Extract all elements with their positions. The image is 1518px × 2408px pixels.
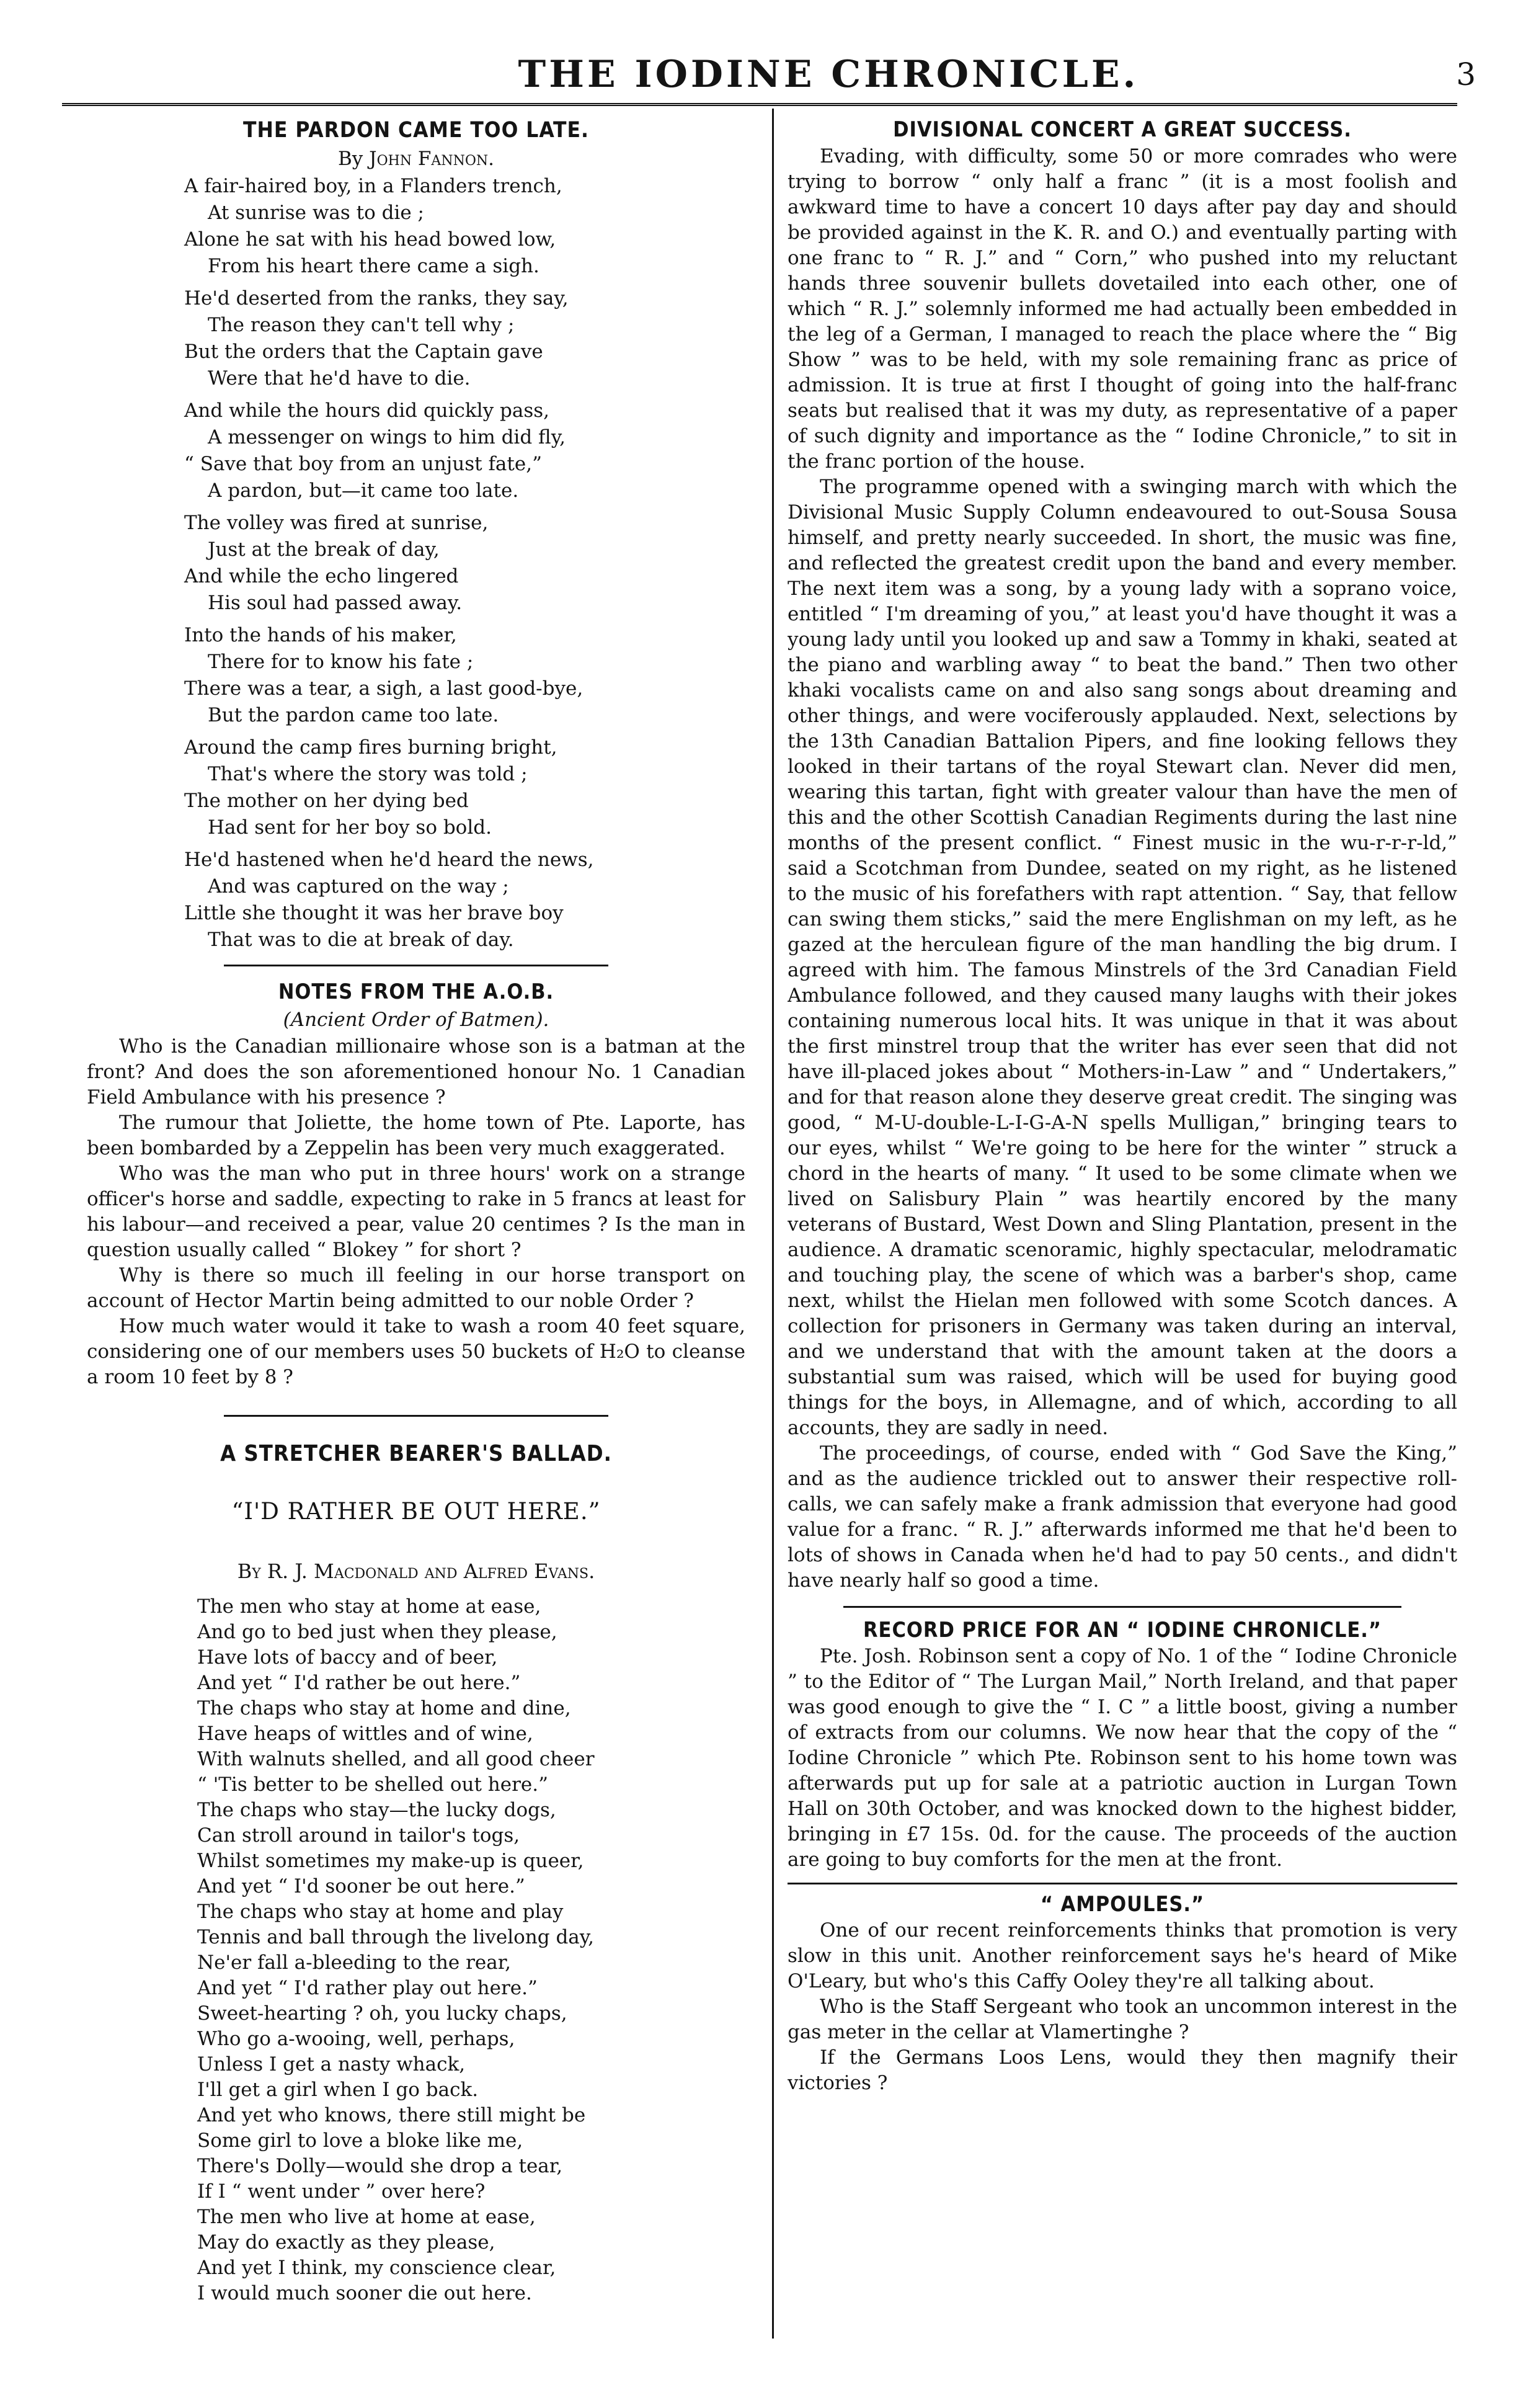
- article-aob: [87, 978, 745, 1390]
- ampoules-body: [788, 1918, 1457, 2096]
- poem-ballad: [87, 1594, 745, 2306]
- poem-line: “ Save that boy from an unjust fate,”: [184, 453, 542, 475]
- poem-line: The men who stay at home at ease,: [197, 1595, 541, 1618]
- poem-line: If I “ went under ” over here?: [197, 2180, 486, 2203]
- left-column: [87, 112, 745, 2339]
- poem-line: Some girl to love a bloke like me,: [197, 2129, 523, 2152]
- article-ampoules: [788, 1891, 1457, 2096]
- poem-line: A messenger on wings to him did fly,: [208, 426, 566, 448]
- poem-line: A pardon, but—it came too late.: [208, 479, 519, 502]
- stanza: [197, 2103, 745, 2205]
- poem-line: And go to bed just when they please,: [197, 1621, 557, 1643]
- stanza: [184, 398, 745, 504]
- poem-line: The men who live at home at ease,: [197, 2206, 536, 2228]
- article-byline: By R. J. Macdonald and Alfred Evans.: [237, 1559, 595, 1583]
- section-rule: [224, 1415, 608, 1417]
- poem-line: That was to die at break of day.: [208, 929, 514, 951]
- poem-line: And yet who knows, there still might be: [197, 2104, 586, 2126]
- poem-line: Who go a-wooing, well, perhaps,: [197, 2028, 515, 2050]
- poem-line: There for to know his fate ;: [208, 651, 474, 673]
- article-headline: RECORD PRICE FOR AN “ IODINE CHRONICLE.”: [863, 1618, 1382, 1643]
- stanza: [184, 847, 745, 953]
- paragraph: The programme opened with a swinging march with which the Divisional Music Supply Column endeavoured to out-Sousa Sousa himself, and pretty nearly succeeded. In short, the music was fine, and reflected the greatest credit upon the band and every member. The next item was a song, by a young lady with a soprano voice, entitled “ I'm dreaming of you,” at least you'd have thought it was a young lady until you looked up and saw a Tommy in khaki, seated at the piano and warbling away “ to beat the band.” Then two other khaki vocalists came on and also sang songs about dreaming and other things, and were vociferously applauded. Next, selections by the 13th Canadian Battalion Pipers, and fine looking fellows they looked in their tartans of the royal Stewart clan. Never did men, wearing this tartan, fight with greater valour than have the men of this and the other Scottish Canadian Regiments during the last nine months of the present conflict. “ Finest music in the wu-r-r-r-ld,” said a Scotchman from Dundee, seated on my right, as he listened to the music of his forefathers with rapt attention. “ Say, that fellow can swing them sticks,” said the mere Englishman on my left, as he gazed at the herculean figure of the man handling the big drum. I agreed with him. The famous Minstrels of the 3rd Canadian Field Ambulance followed, and they caused many laughs with their jokes containing numerous local hits. It was unique in that it was about the first minstrel troup that the writer has ever seen that did not have ill-placed jokes about “ Mothers-in-Law ” and “ Undertakers,” and for that reason alone they deserve great credit. The singing was good, “ M-U-double-L-I-G-A-N spells Mulligan,” bringing tears to our eyes, whilst “ We're going to be here for the winter ” struck a chord in the hearts of many. “ It used to be some climate when we lived on Salisbury Plain ” was heartily encored by the many veterans of Bustard, West Down and Sling Plantation, present in the audience. A dramatic scenoramic, highly spectacular, melodramatic and touching play, the scene of which was a barber's shop, came next, whilst the Hielan men followed with some Scotch dances. A collection for prisoners in Germany was taken during an interval, and we understand that with the amount taken at the doors a substantial sum was raised, which will be used for buying good things for the boys, in Allemagne, and of which, according to all accounts, they are sadly in need.: [788, 476, 1457, 1439]
- poem-line: He'd deserted from the ranks, they say,: [184, 287, 569, 310]
- article-headline: “ AMPOULES.”: [1040, 1892, 1205, 1917]
- paragraph: Who is the Canadian millionaire whose son is a batman at the front? And does the son aforementioned honour No. 1 Canadian Field Ambulance with his presence ?: [87, 1035, 745, 1108]
- stanza: [197, 1798, 745, 1899]
- poem-line: Just at the break of day,: [208, 538, 440, 561]
- article-headline: A STRETCHER BEARER'S BALLAD.: [220, 1441, 612, 1466]
- poem-line: Were that he'd have to die.: [208, 367, 471, 390]
- poem-line: The mother on her dying bed: [184, 790, 469, 812]
- poem-line: There's Dolly—would she drop a tear,: [197, 2155, 563, 2177]
- poem-line: That's where the story was told ;: [208, 763, 528, 785]
- article-ballad: [87, 1438, 745, 2306]
- poem-line: And yet “ I'd sooner be out here.”: [197, 1875, 525, 1897]
- stanza: [197, 2205, 745, 2306]
- stanza: [197, 2001, 745, 2103]
- poem-line: Have lots of baccy and of beer,: [197, 1646, 498, 1669]
- right-column: [788, 112, 1457, 2339]
- masthead-rule: [62, 103, 1457, 106]
- poem-line: The reason they can't tell why ;: [208, 314, 515, 336]
- article-subtitle: “I'D RATHER BE OUT HERE.”: [231, 1498, 601, 1525]
- paragraph: The rumour that Joliette, the home town of Pte. Laporte, has been bombarded by a Zeppelin has been very much exaggerated.: [87, 1112, 745, 1159]
- poem-line: His soul had passed away.: [208, 592, 463, 614]
- poem-line: May do exactly as they please,: [197, 2231, 495, 2254]
- poem-line: And was captured on the way ;: [208, 875, 509, 898]
- paragraph: Pte. Josh. Robinson sent a copy of No. 1 of the “ Iodine Chronicle ” to the Editor of “ The Lurgan Mail,” North Ireland, and that paper was good enough to give the “ I. C ” a little boost, giving a number of extracts from our columns. We now hear that the copy of the “ Iodine Chronicle ” which Pte. Robinson sent to his home town was afterwards put up for sale at a patriotic auction in Lurgan Town Hall on 30th October, and was knocked down to the highest bidder, bringing in £7 15s. 0d. for the cause. The proceeds of the auction are going to buy comforts for the men at the front.: [788, 1645, 1457, 1871]
- poem-line: A fair-haired boy, in a Flanders trench,: [184, 175, 562, 197]
- poem-pardon: [87, 173, 745, 953]
- poem-line: I would much sooner die out here.: [197, 2282, 532, 2304]
- poem-line: Sweet-hearting ? oh, you lucky chaps,: [197, 2002, 567, 2025]
- poem-line: The chaps who stay at home and play: [197, 1901, 564, 1923]
- article-headline: DIVISIONAL CONCERT A GREAT SUCCESS.: [893, 117, 1352, 142]
- poem-line: Little she thought it was her brave boy: [184, 902, 564, 924]
- stanza: [184, 510, 745, 617]
- article-headline: THE PARDON CAME TOO LATE.: [243, 118, 589, 143]
- poem-line: Can stroll around in tailor's togs,: [197, 1824, 520, 1847]
- article-pardon: [87, 115, 745, 953]
- author-name: John Fannon.: [369, 148, 494, 170]
- poem-line: The volley was fired at sunrise,: [184, 512, 489, 534]
- paragraph: One of our recent reinforcements thinks that promotion is very slow in this unit. Another reinforcement says he's heard of Mike O'Leary, but who's this Caffy Ooley they're all talking about.: [788, 1919, 1457, 1992]
- poem-line: Ne'er fall a-bleeding to the rear,: [197, 1951, 511, 1974]
- poem-line: But the orders that the Captain gave: [184, 341, 543, 363]
- poem-line: And yet “ I'd rather play out here.”: [197, 1977, 538, 1999]
- newspaper-title: THE IODINE CHRONICLE.: [518, 53, 1139, 96]
- poem-line: At sunrise was to die ;: [208, 202, 424, 224]
- poem-line: Had sent for her boy so bold.: [208, 816, 492, 839]
- poem-line: Have heaps of wittles and of wine,: [197, 1723, 533, 1745]
- article-record-price: [788, 1616, 1457, 1873]
- poem-line: Alone he sat with his head bowed low,: [184, 228, 556, 251]
- paragraph: If the Germans Loos Lens, would they then magnify their victories ?: [788, 2046, 1457, 2094]
- section-rule: [843, 1606, 1401, 1608]
- poem-line: And while the echo lingered: [184, 565, 459, 587]
- record-body: [788, 1644, 1457, 1873]
- poem-line: With walnuts shelled, and all good cheer: [197, 1748, 595, 1770]
- stanza: [184, 622, 745, 729]
- poem-line: From his heart there came a sigh.: [208, 255, 539, 277]
- aob-notes: [87, 1034, 745, 1390]
- poem-line: And yet “ I'd rather be out here.”: [197, 1672, 521, 1694]
- stanza: [197, 1899, 745, 2001]
- page-number: 3: [1456, 56, 1476, 92]
- poem-line: Unless I get a nasty whack,: [197, 2053, 466, 2076]
- article-subhead: (Ancient Order of Batmen).: [283, 1009, 549, 1031]
- poem-line: And yet I think, my conscience clear,: [197, 2257, 556, 2279]
- poem-line: “ 'Tis better to be shelled out here.”: [197, 1773, 548, 1796]
- poem-line: He'd hastened when he'd heard the news,: [184, 849, 594, 871]
- poem-line: I'll get a girl when I go back.: [197, 2079, 479, 2101]
- paragraph: Who is the Staff Sergeant who took an uncommon interest in the gas meter in the cellar at Vlamertinghe ?: [788, 1996, 1457, 2043]
- byline-prefix: By: [338, 148, 363, 170]
- article-byline: [87, 145, 745, 173]
- masthead: [181, 50, 1476, 99]
- stanza: [184, 173, 745, 280]
- poem-line: There was a tear, a sigh, a last good-bye,: [184, 677, 584, 700]
- poem-line: And while the hours did quickly pass,: [184, 399, 549, 422]
- poem-line: Into the hands of his maker,: [184, 624, 457, 646]
- stanza: [197, 1696, 745, 1798]
- section-rule: [224, 965, 608, 966]
- paragraph: Why is there so much ill feeling in our horse transport on account of Hector Martin being admitted to our noble Order ?: [87, 1264, 745, 1312]
- poem-line: Whilst sometimes my make-up is queer,: [197, 1850, 584, 1872]
- paragraph: How much water would it take to wash a room 40 feet square, considering one of our members uses 50 buckets of H₂O to cleanse a room 10 feet by 8 ?: [87, 1315, 745, 1388]
- poem-line: The chaps who stay—the lucky dogs,: [197, 1799, 556, 1821]
- stanza: [184, 285, 745, 392]
- stanza: [184, 734, 745, 841]
- stanza: [197, 1594, 745, 1696]
- paragraph: The proceedings, of course, ended with “ God Save the King,” and as the audience trickled out to answer their respective roll-calls, we can safely make a frank admission that everyone had good value for a franc. “ R. J.” afterwards informed me that he'd been to lots of shows in Canada when he'd had to pay 50 cents., and didn't have nearly half so good a time.: [788, 1442, 1457, 1592]
- column-divider: [772, 109, 774, 2339]
- paragraph: Evading, with difficulty, some 50 or more comrades who were trying to borrow “ only half a franc ” (it is a most foolish and awkward time to have a concert 10 days after pay day and should be provided against in the K. R. and O.) and eventually parting with one franc to “ R. J.” and “ Corn,” who pushed into my reluctant hands three souvenir bullets dovetailed into each other, one of which “ R. J.” solemnly informed me had actually been embedded in the leg of a German, I managed to reach the place where the “ Big Show ” was to be held, with my sole remaining franc as price of admission. It is true at first I thought of going into the half-franc seats but realised that it was my duty, as representative of a paper of such dignity and importance as the “ Iodine Chronicle,” to sit in the franc portion of the house.: [788, 145, 1457, 473]
- poem-line: But the pardon came too late.: [208, 704, 499, 726]
- section-rule: [788, 1883, 1457, 1884]
- poem-line: The chaps who stay at home and dine,: [197, 1697, 571, 1719]
- poem-line: Around the camp fires burning bright,: [184, 736, 557, 759]
- poem-line: Tennis and ball through the livelong day,: [197, 1926, 595, 1948]
- concert-body: [788, 144, 1457, 1594]
- paragraph: Who was the man who put in three hours' work on a strange officer's horse and saddle, expecting to rake in 5 francs at least for his labour—and received a pear, value 20 centimes ? Is the man in question usually called “ Blokey ” for short ?: [87, 1162, 745, 1261]
- article-concert: [788, 115, 1457, 1594]
- article-headline: NOTES FROM THE A.O.B.: [278, 979, 554, 1004]
